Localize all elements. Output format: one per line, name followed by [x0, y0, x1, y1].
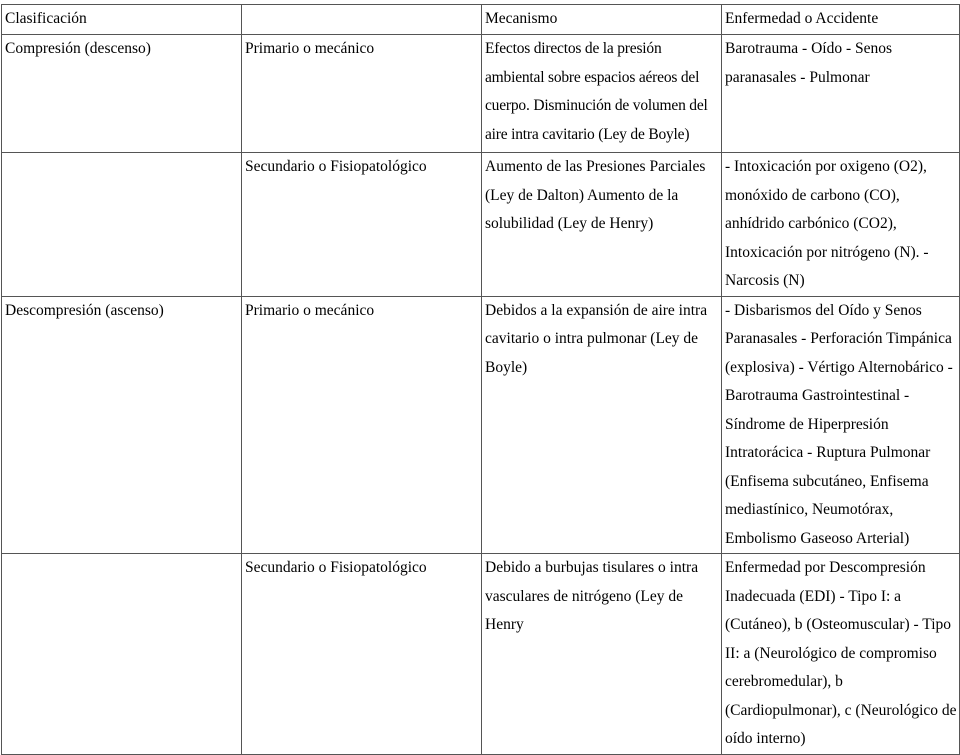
cell-mecanismo: Debidos a la expansión de aire intra cavitario o intra pulmonar (Ley de Boyle) [482, 296, 722, 554]
cell-clasificacion: Compresión (descenso) [2, 35, 242, 153]
header-clasificacion: Clasificación [2, 5, 242, 35]
cell-mecanismo: Debido a burbujas tisulares o intra vasculares de nitrógeno (Ley de Henry [482, 554, 722, 755]
cell-enfermedad: Enfermedad por Descompresión Inadecuada (EDI) - Tipo I: a (Cutáneo), b (Osteomuscular) - Tipo II: a (Neurológico de compromiso cerebromedular), b (Cardiopulmonar), c (Neurológico de oído interno) [722, 554, 960, 755]
cell-tipo: Secundario o Fisiopatológico [242, 153, 482, 297]
cell-clasificacion [2, 554, 242, 755]
header-mecanismo: Mecanismo [482, 5, 722, 35]
cell-mecanismo: Efectos directos de la presión ambiental sobre espacios aéreos del cuerpo. Disminución de volumen del aire intra cavitario (Ley de Boyle) [482, 35, 722, 153]
cell-enfermedad: - Intoxicación por oxigeno (O2), monóxido de carbono (CO), anhídrido carbónico (CO2), Intoxicación por nitrógeno (N). - Narcosis (N) [722, 153, 960, 297]
cell-tipo: Secundario o Fisiopatológico [242, 554, 482, 755]
cell-tipo: Primario o mecánico [242, 35, 482, 153]
table-row [2, 35, 960, 153]
cell-clasificacion: Descompresión (ascenso) [2, 296, 242, 554]
cell-clasificacion [2, 153, 242, 297]
table-row [2, 554, 960, 755]
cell-mecanismo: Aumento de las Presiones Parciales (Ley de Dalton) Aumento de la solubilidad (Ley de Henry) [482, 153, 722, 297]
table-row [2, 296, 960, 554]
header-tipo [242, 5, 482, 35]
classification-table [1, 4, 960, 755]
cell-enfermedad: - Disbarismos del Oído y Senos Paranasales - Perforación Timpánica (explosiva) - Vértigo Alternobárico - Barotrauma Gastrointestinal - Síndrome de Hiperpresión Intratorácica - Ruptura Pulmonar (Enfisema subcutáneo, Enfisema mediastínico, Neumotórax, Embolismo Gaseoso Arterial) [722, 296, 960, 554]
table-row [2, 153, 960, 297]
cell-enfermedad: Barotrauma - Oído - Senos paranasales - Pulmonar [722, 35, 960, 153]
header-enfermedad: Enfermedad o Accidente [722, 5, 960, 35]
header-row [2, 5, 960, 35]
cell-tipo: Primario o mecánico [242, 296, 482, 554]
